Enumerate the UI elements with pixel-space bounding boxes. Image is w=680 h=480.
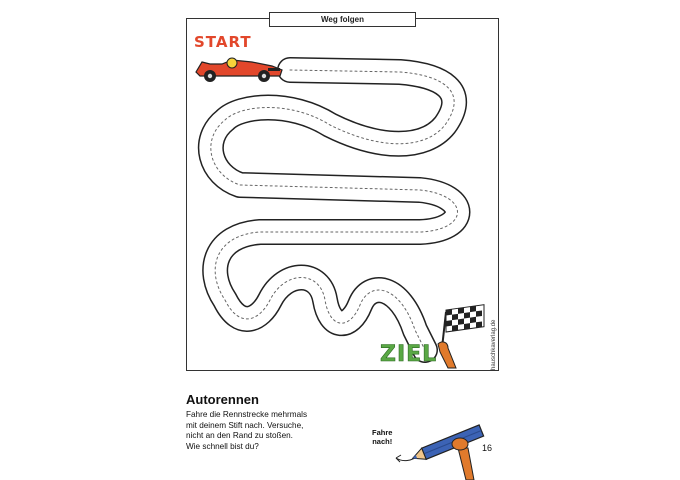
finish-label: ZIEL xyxy=(380,342,438,367)
start-label: START xyxy=(194,33,252,51)
worksheet-header: Weg folgen xyxy=(269,12,416,27)
track-lane xyxy=(211,70,458,350)
hint-line-2: nach! xyxy=(372,437,393,446)
publisher-url: hauschkaverlag.de xyxy=(491,319,497,370)
race-car-icon xyxy=(192,54,288,84)
hint-line-1: Fahre xyxy=(372,428,393,437)
instruction-line: nicht an den Rand zu stoßen. xyxy=(186,431,293,440)
instruction-line: Wie schnell bist du? xyxy=(186,441,259,451)
instruction-line: Fahre die Rennstrecke mehrmals xyxy=(186,410,308,419)
hint-bubble xyxy=(372,428,392,446)
exercise-title: Autorennen xyxy=(186,392,259,407)
checkered-flag-icon xyxy=(432,304,492,370)
pencil-icon xyxy=(408,418,493,480)
instruction-line: mit deinem Stift nach. Versuche, xyxy=(186,420,304,430)
exercise-instructions xyxy=(186,410,346,452)
page-number: 16 xyxy=(482,443,493,453)
